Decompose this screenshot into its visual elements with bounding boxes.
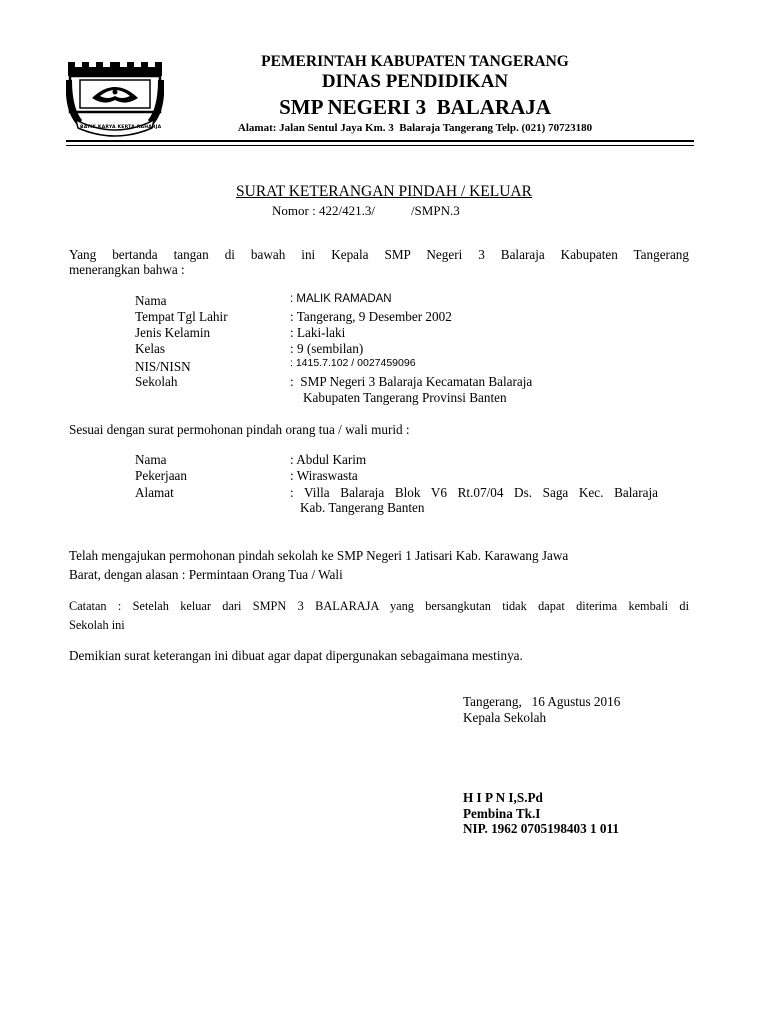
signature-place-date: Tangerang, 16 Agustus 2016	[463, 694, 621, 709]
note-line-1: Catatan : Setelah keluar dari SMPN 3 BALARAJA yang bersangkutan tidak dapat diterima kembali di	[69, 599, 689, 613]
student-name: : MALIK RAMADAN	[290, 293, 392, 305]
parent-address-1: : Villa Balaraja Blok V6 Rt.07/04 Ds. Saga Kec. Balaraja	[290, 485, 658, 500]
student-label-gender: Jenis Kelamin	[135, 325, 211, 340]
parent-name: : Abdul Karim	[290, 452, 367, 467]
number-part-1: 422/421.3/	[318, 203, 375, 218]
student-nis: : 1415.7.102 / 0027459096	[290, 357, 416, 369]
intro-line-2: menerangkan bahwa :	[69, 262, 185, 277]
signature-position: Kepala Sekolah	[463, 710, 547, 725]
student-label-nis: NIS/NISN	[135, 359, 191, 374]
student-label-class: Kelas	[135, 341, 166, 356]
logo-motto: BATIK KARYA KERTA RAHARJA	[80, 125, 162, 130]
signature-nip: NIP. 1962 0705198403 1 011	[463, 821, 619, 836]
student-label-school: Sekolah	[135, 374, 178, 389]
signature-rank: Pembina Tk.I	[463, 806, 541, 821]
transfer-line-2: Barat, dengan alasan : Permintaan Orang Tua / Wali	[69, 567, 343, 582]
signature-name: H I P N I,S.Pd	[463, 790, 543, 805]
parent-job: : Wiraswasta	[290, 468, 358, 483]
parent-label-job: Pekerjaan	[135, 468, 187, 483]
school-address: Alamat: Jalan Sentul Jaya Km. 3 Balaraja Tangerang Telp. (021) 70723180	[237, 122, 593, 134]
regency-logo	[66, 56, 164, 138]
parent-label-name: Nama	[135, 452, 167, 467]
parent-address-2: Kab. Tangerang Banten	[300, 500, 425, 515]
student-class: : 9 (sembilan)	[290, 341, 364, 356]
number-part-2: /SMPN.3	[410, 203, 460, 218]
student-label-birth: Tempat Tgl Lahir	[135, 309, 228, 324]
intro-line-1: Yang bertanda tangan di bawah ini Kepala SMP Negeri 3 Balaraja Kabupaten Tangerang	[69, 247, 689, 262]
student-label-name: Nama	[135, 293, 167, 308]
school-name: SMP NEGERI 3 BALARAJA	[279, 95, 551, 119]
number-label: Nomor :	[272, 203, 316, 218]
closing-statement: Demikian surat keterangan ini dibuat agar dapat dipergunakan sebagaimana mestinya.	[69, 648, 523, 663]
letter-title: SURAT KETERANGAN PINDAH / KELUAR	[236, 183, 532, 200]
note-line-2: Sekolah ini	[69, 618, 125, 632]
transfer-line-1: Telah mengajukan permohonan pindah sekolah ke SMP Negeri 1 Jatisari Kab. Karawang Jawa	[69, 548, 569, 563]
student-birth: : Tangerang, 9 Desember 2002	[290, 309, 452, 324]
parent-label-address: Alamat	[135, 485, 174, 500]
government-name: PEMERINTAH KABUPATEN TANGERANG	[261, 53, 569, 70]
header-rule-thick	[66, 140, 694, 142]
department-name: DINAS PENDIDIKAN	[321, 71, 509, 92]
header-rule-thin	[66, 145, 694, 146]
student-school-2: Kabupaten Tangerang Provinsi Banten	[303, 390, 507, 405]
parent-intro: Sesuai dengan surat permohonan pindah orang tua / wali murid :	[69, 422, 410, 437]
student-school-1: : SMP Negeri 3 Balaraja Kecamatan Balaraja	[290, 374, 533, 389]
letter-number	[272, 203, 460, 219]
student-gender: : Laki-laki	[290, 325, 346, 340]
